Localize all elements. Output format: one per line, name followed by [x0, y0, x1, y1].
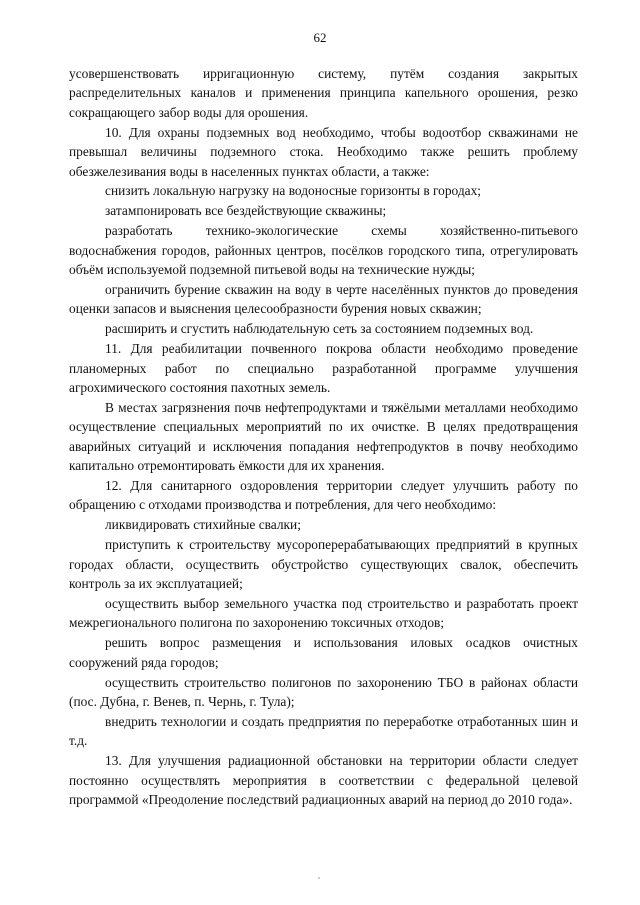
paragraph: 13. Для улучшения радиационной обстановки на территории области следует постоянно осуществлять мероприятия в соответствии с федеральной целевой программой «Преодоление последствий радиационных аварий на период до 2010 года».	[69, 753, 578, 808]
page-number: 62	[313, 30, 327, 45]
paragraph: приступить к строительству мусороперерабатывающих предприятий в крупных городах области, осуществить обустройство существующих свалок, обеспечить контроль за их эксплуатацией;	[69, 537, 578, 592]
paragraph: расширить и сгустить наблюдательную сеть за состоянием подземных вод.	[105, 321, 534, 337]
document-body	[69, 64, 578, 810]
paragraph: 11. Для реабилитации почвенного покрова области необходимо проведение планомерных работ по специально разработанной программе улучшения агрохимического состояния пахотных земель.	[69, 341, 578, 395]
paragraph: усовершенствовать ирригационную систему, путём создания закрытых распределительных каналов и применения принципа капельного орошения, резко сокращающего забор воды для орошения.	[69, 66, 578, 120]
paragraph: ликвидировать стихийные свалки;	[105, 517, 301, 533]
paragraph: разработать технико-экологические схемы хозяйственно-питьевого водоснабжения городов, районных центров, посёлков городского типа, отрегулировать объём используемой подземной питьевой воды на технические нужды;	[69, 223, 578, 278]
paragraph: осуществить выбор земельного участка под строительство и разработать проект межрегионального полигона по захоронению токсичных отходов;	[69, 595, 578, 631]
paragraph: затампонировать все бездействующие скважины;	[105, 203, 387, 219]
paragraph: ограничить бурение скважин на воду в черте населённых пунктов до проведения оценки запасов и выяснения целесообразности бурения новых скважин;	[69, 281, 578, 317]
paragraph: 10. Для охраны подземных вод необходимо, чтобы водоотбор скважинами не превышал величины подземного стока. Необходимо также решить проблему обезжелезивания воды в населенных пунктах области, а также:	[69, 124, 578, 179]
scan-speck	[318, 877, 320, 879]
paragraph: осуществить строительство полигонов по захоронению ТБО в районах области (пос. Дубна, г. Венев, п. Чернь, г. Тула);	[69, 674, 578, 709]
paragraph: снизить локальную нагрузку на водоносные горизонты в городах;	[105, 183, 482, 199]
paragraph: 12. Для санитарного оздоровления территории следует улучшить работу по обращению с отходами производства и потребления, для чего необходимо:	[69, 478, 578, 513]
paragraph: внедрить технологии и создать предприятия по переработке отработанных шин и т.д.	[69, 713, 578, 749]
paragraph: В местах загрязнения почв нефтепродуктами и тяжёлыми металлами необходимо осуществление специальных мероприятий по их очистке. В целях предотвращения аварийных ситуаций и исключения попадания нефтепродуктов в почву необходимо капитально отремонтировать ёмкости для их хранения.	[69, 399, 578, 474]
paragraph: решить вопрос размещения и использования иловых осадков очистных сооружений ряда городов;	[69, 635, 578, 670]
